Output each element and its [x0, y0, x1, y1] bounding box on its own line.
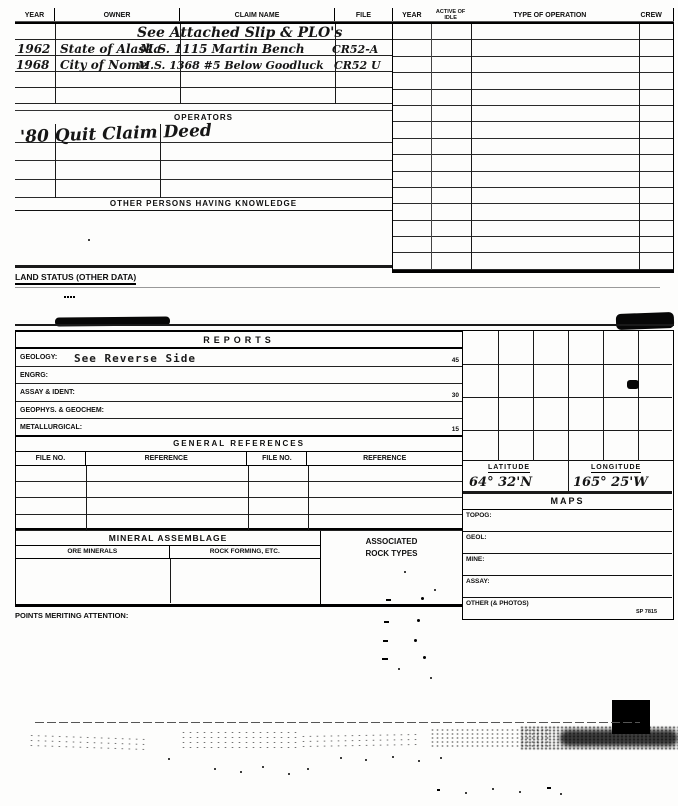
operations-col-active-idle: ACTIVE OF IDLE [435, 8, 466, 21]
claims-col-claim-name: CLAIM NAME [180, 8, 335, 22]
claim-row1-file: CR52-A [332, 43, 379, 56]
mineral-assemblage-title: MINERAL ASSEMBLAGE [16, 531, 320, 546]
longitude-value-handwritten: 165° 25'W [573, 475, 648, 490]
associated-rock-types-line1: ASSOCIATED [365, 537, 418, 547]
general-references-header [16, 452, 462, 466]
report-label-metallurgical: METALLURGICAL: [20, 424, 83, 432]
genref-col-fileno-1: FILE NO. [16, 452, 86, 465]
operators-entry-handwritten: '80 Quit Claim Deed [19, 120, 213, 148]
report-row-geophys [16, 402, 462, 420]
operations-col-crew: CREW [640, 11, 662, 19]
claims-col-year: YEAR [15, 8, 55, 22]
ore-minerals-header: ORE MINERALS [16, 546, 170, 558]
longitude-label: LONGITUDE [591, 464, 642, 471]
latitude-label: LATITUDE [488, 464, 531, 471]
location-maps-panel [462, 330, 674, 620]
other-persons-section [15, 196, 392, 211]
claim-row2-year: 1968 [16, 58, 50, 72]
general-references-rows [16, 466, 462, 531]
claims-note-handwritten: See Attached Slip & PLO's [137, 25, 343, 41]
report-label-assay: ASSAY & IDENT: [20, 389, 75, 397]
other-persons-title: OTHER PERSONS HAVING KNOWLEDGE [15, 196, 392, 211]
grid-mark [627, 380, 639, 389]
report-row-geology [16, 349, 462, 367]
maps-rows [463, 510, 672, 619]
claim-row1-year: 1962 [17, 42, 51, 56]
maps-row-assay: ASSAY: [463, 576, 672, 598]
maps-row-topog: TOPOG: [463, 510, 672, 532]
genref-col-fileno-2: FILE NO. [247, 452, 307, 465]
form-number: SP 7815 [636, 609, 658, 615]
claim-row2-file: CR52 U [334, 59, 381, 72]
associated-rock-types-line2: ROCK TYPES [365, 549, 418, 559]
report-label-geology: GEOLOGY: [20, 354, 58, 361]
report-value-geology: See Reverse Side [74, 352, 196, 365]
left-block-bottom-border [15, 265, 392, 268]
mineral-assemblage-section [16, 531, 462, 607]
report-row-metallurgical [16, 419, 462, 437]
claim-row2-claim: M.S. 1368 #5 Below Goodluck [138, 59, 324, 72]
operations-col-type: TYPE OF OPERATION [513, 11, 587, 19]
claims-col-file: FILE [355, 11, 372, 19]
rock-forming-header: ROCK FORMING, ETC. [209, 548, 280, 556]
maps-row-mine: MINE: [463, 554, 672, 576]
maps-row-geol: GEOL: [463, 532, 672, 554]
report-row-engrg [16, 367, 462, 385]
points-meriting-attention-label: POINTS MERITING ATTENTION: [15, 611, 129, 620]
maps-title: MAPS [463, 493, 672, 510]
latitude-value-handwritten: 64° 32'N [469, 475, 533, 490]
claims-table [15, 8, 392, 104]
operations-table [392, 8, 674, 273]
reports-title: REPORTS [16, 332, 462, 349]
claims-col-owner: OWNER [55, 8, 180, 22]
general-references-title: GENERAL REFERENCES [16, 437, 462, 452]
genref-col-reference-1: REFERENCE [86, 452, 248, 465]
maps-row-other: OTHER (& PHOTOS) [466, 600, 529, 607]
report-label-geophys: GEOPHYS. & GEOCHEM: [20, 406, 105, 414]
report-row-assay [16, 384, 462, 402]
claim-row1-owner: State of Alaska [60, 42, 162, 56]
operations-table-rows [393, 24, 673, 270]
mineral-assemblage-box [16, 531, 321, 604]
report-num-metallurgical: 15 [451, 425, 459, 433]
operations-col-year: YEAR [402, 11, 422, 19]
land-status-label: LAND STATUS (OTHER DATA) [15, 272, 136, 285]
location-grid [463, 331, 673, 461]
report-num-geology: 45 [451, 356, 459, 364]
lat-long-section [463, 461, 672, 492]
claim-row2-owner: City of Nome [60, 58, 148, 72]
claim-row1-claim: M.S. 1115 Martin Bench [140, 42, 305, 56]
associated-rock-types-box [321, 531, 462, 604]
operators-title: OPERATORS [174, 113, 233, 122]
report-label-engrg: ENGRG: [20, 371, 48, 379]
reports-panel [15, 330, 462, 607]
report-num-assay: 30 [451, 391, 459, 399]
genref-col-reference-2: REFERENCE [363, 454, 407, 462]
